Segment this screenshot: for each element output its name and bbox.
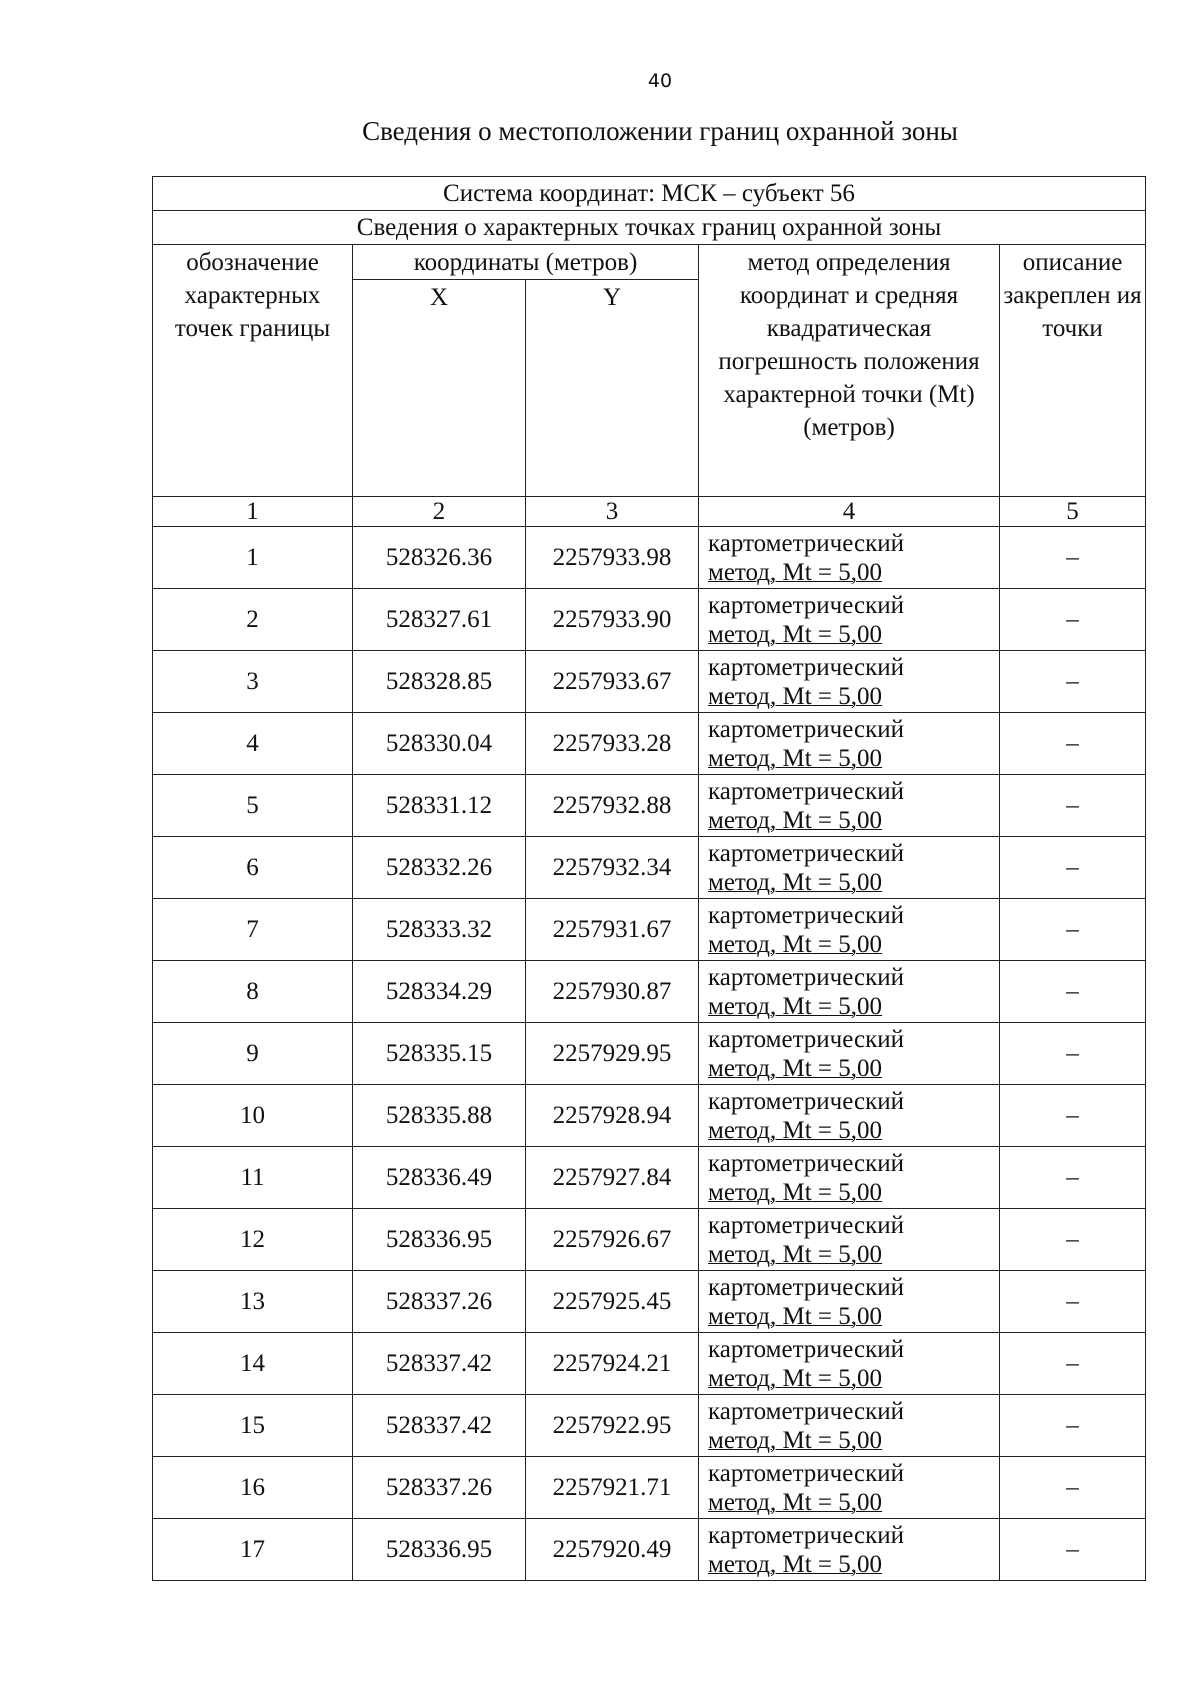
table-row [153,1333,1146,1395]
method-line-1: картометрический [708,1211,904,1239]
column-number: 1 [153,497,353,527]
column-numbers-row [153,497,1146,527]
header-description: описание закреплен ия точки [1000,245,1146,497]
table-row [153,1085,1146,1147]
header-method: метод определения координат и средняя квадратическая погрешность положения характерной точки (Mt) (метров) [699,245,1000,497]
y-coordinate-cell: 2257933.67 [526,651,699,713]
table-row [153,775,1146,837]
description-cell: – [1000,713,1146,775]
point-number-cell: 8 [153,961,353,1023]
method-line-2: метод, Mt = 5,00 [708,1364,883,1392]
method-line-1: картометрический [708,1397,904,1425]
method-line-1: картометрический [708,653,904,681]
table-row [153,1519,1146,1581]
description-cell: – [1000,651,1146,713]
y-coordinate-cell: 2257927.84 [526,1147,699,1209]
method-line-2: метод, Mt = 5,00 [708,744,883,772]
y-coordinate-cell: 2257932.34 [526,837,699,899]
method-line-1: картометрический [708,529,904,557]
table-row [153,1209,1146,1271]
header-row [153,245,1146,280]
method-line-1: картометрический [708,1521,904,1549]
method-cell [699,1085,1000,1147]
method-line-2: метод, Mt = 5,00 [708,682,883,710]
table-row [153,1457,1146,1519]
y-coordinate-cell: 2257933.98 [526,527,699,589]
method-line-2: метод, Mt = 5,00 [708,620,883,648]
y-coordinate-cell: 2257931.67 [526,899,699,961]
method-cell [699,1023,1000,1085]
x-coordinate-cell: 528337.42 [353,1333,526,1395]
method-cell [699,1147,1000,1209]
point-number-cell: 3 [153,651,353,713]
table-row [153,1023,1146,1085]
method-cell [699,1209,1000,1271]
point-number-cell: 9 [153,1023,353,1085]
table-row [153,713,1146,775]
method-line-1: картометрический [708,777,904,805]
method-cell [699,961,1000,1023]
description-cell: – [1000,775,1146,837]
x-coordinate-cell: 528331.12 [353,775,526,837]
x-coordinate-cell: 528328.85 [353,651,526,713]
column-number: 5 [1000,497,1146,527]
table-row [153,961,1146,1023]
x-coordinate-cell: 528335.15 [353,1023,526,1085]
page-number: 40 [647,70,673,92]
x-coordinate-cell: 528327.61 [353,589,526,651]
point-number-cell: 15 [153,1395,353,1457]
method-cell [699,837,1000,899]
column-number: 3 [526,497,699,527]
method-line-2: метод, Mt = 5,00 [708,992,883,1020]
table-row [153,1395,1146,1457]
x-coordinate-cell: 528335.88 [353,1085,526,1147]
point-number-cell: 4 [153,713,353,775]
y-coordinate-cell: 2257926.67 [526,1209,699,1271]
method-cell [699,1457,1000,1519]
method-line-1: картометрический [708,1087,904,1115]
x-coordinate-cell: 528337.42 [353,1395,526,1457]
method-cell [699,651,1000,713]
y-coordinate-cell: 2257922.95 [526,1395,699,1457]
table-row [153,837,1146,899]
y-coordinate-cell: 2257921.71 [526,1457,699,1519]
method-line-1: картометрический [708,591,904,619]
header-point-designation: обозначение характерных точек границы [153,245,353,497]
table-row [153,651,1146,713]
description-cell: – [1000,1147,1146,1209]
description-cell: – [1000,589,1146,651]
method-line-1: картометрический [708,715,904,743]
method-cell [699,1519,1000,1581]
method-line-1: картометрический [708,839,904,867]
boundary-points-table [152,176,1146,1581]
x-coordinate-cell: 528334.29 [353,961,526,1023]
method-line-1: картометрический [708,1273,904,1301]
x-coordinate-cell: 528326.36 [353,527,526,589]
method-line-2: метод, Mt = 5,00 [708,806,883,834]
point-number-cell: 17 [153,1519,353,1581]
method-cell [699,713,1000,775]
column-number: 2 [353,497,526,527]
method-line-2: метод, Mt = 5,00 [708,1054,883,1082]
y-coordinate-cell: 2257933.28 [526,713,699,775]
point-number-cell: 1 [153,527,353,589]
y-coordinate-cell: 2257929.95 [526,1023,699,1085]
method-line-2: метод, Mt = 5,00 [708,1550,883,1578]
point-number-cell: 16 [153,1457,353,1519]
method-cell [699,527,1000,589]
description-cell: – [1000,837,1146,899]
x-coordinate-cell: 528336.49 [353,1147,526,1209]
method-cell [699,775,1000,837]
point-number-cell: 12 [153,1209,353,1271]
description-cell: – [1000,961,1146,1023]
point-number-cell: 13 [153,1271,353,1333]
x-coordinate-cell: 528332.26 [353,837,526,899]
header-coordinates-group: координаты (метров) [353,245,699,280]
y-coordinate-cell: 2257924.21 [526,1333,699,1395]
y-coordinate-cell: 2257930.87 [526,961,699,1023]
method-line-2: метод, Mt = 5,00 [708,868,883,896]
coordinate-system-cell: Система координат: МСК – субъект 56 [153,177,1146,211]
x-coordinate-cell: 528336.95 [353,1209,526,1271]
x-coordinate-cell: 528333.32 [353,899,526,961]
method-line-1: картометрический [708,1149,904,1177]
point-number-cell: 5 [153,775,353,837]
y-coordinate-cell: 2257928.94 [526,1085,699,1147]
y-coordinate-cell: 2257933.90 [526,589,699,651]
method-line-2: метод, Mt = 5,00 [708,1302,883,1330]
method-line-1: картометрический [708,1459,904,1487]
section-title-cell: Сведения о характерных точках границ охранной зоны [153,211,1146,245]
method-line-1: картометрический [708,1335,904,1363]
description-cell: – [1000,1457,1146,1519]
y-coordinate-cell: 2257932.88 [526,775,699,837]
description-cell: – [1000,1085,1146,1147]
page-title: Сведения о местоположении границ охранной зоны [362,116,958,146]
description-cell: – [1000,1333,1146,1395]
description-cell: – [1000,1271,1146,1333]
point-number-cell: 6 [153,837,353,899]
table-row [153,1147,1146,1209]
method-cell [699,1271,1000,1333]
method-line-2: метод, Mt = 5,00 [708,930,883,958]
point-number-cell: 7 [153,899,353,961]
section-title-row [153,211,1146,245]
description-cell: – [1000,1519,1146,1581]
x-coordinate-cell: 528337.26 [353,1271,526,1333]
header-x: X [353,280,526,497]
method-cell [699,589,1000,651]
method-line-2: метод, Mt = 5,00 [708,1240,883,1268]
column-number: 4 [699,497,1000,527]
method-cell [699,1333,1000,1395]
x-coordinate-cell: 528330.04 [353,713,526,775]
point-number-cell: 10 [153,1085,353,1147]
method-line-2: метод, Mt = 5,00 [708,1488,883,1516]
y-coordinate-cell: 2257925.45 [526,1271,699,1333]
description-cell: – [1000,527,1146,589]
description-cell: – [1000,1023,1146,1085]
x-coordinate-cell: 528337.26 [353,1457,526,1519]
table-row [153,1271,1146,1333]
description-cell: – [1000,1209,1146,1271]
table-row [153,899,1146,961]
method-line-1: картометрический [708,901,904,929]
x-coordinate-cell: 528336.95 [353,1519,526,1581]
table-row [153,589,1146,651]
table-row [153,527,1146,589]
description-cell: – [1000,899,1146,961]
point-number-cell: 14 [153,1333,353,1395]
point-number-cell: 11 [153,1147,353,1209]
method-cell [699,899,1000,961]
description-cell: – [1000,1395,1146,1457]
method-line-2: метод, Mt = 5,00 [708,1116,883,1144]
method-line-2: метод, Mt = 5,00 [708,558,883,586]
method-line-1: картометрический [708,1025,904,1053]
method-line-2: метод, Mt = 5,00 [708,1426,883,1454]
method-cell [699,1395,1000,1457]
point-number-cell: 2 [153,589,353,651]
y-coordinate-cell: 2257920.49 [526,1519,699,1581]
method-line-2: метод, Mt = 5,00 [708,1178,883,1206]
coordinate-system-row [153,177,1146,211]
header-y: Y [526,280,699,497]
boundary-points-table-container [152,176,1145,1581]
method-line-1: картометрический [708,963,904,991]
